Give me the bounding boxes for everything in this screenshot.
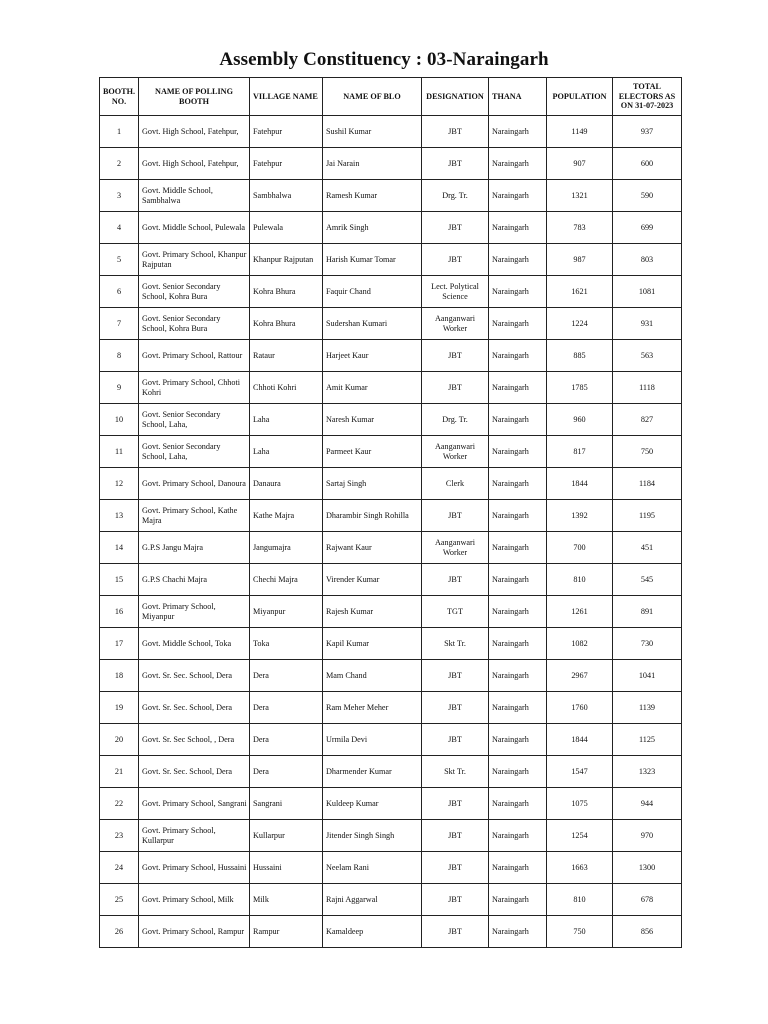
village-name-cell: Chhoti Kohri (250, 372, 323, 404)
thana-cell: Naraingarh (489, 276, 547, 308)
total-electors-cell: 451 (613, 532, 682, 564)
designation-cell: TGT (422, 596, 489, 628)
population-cell: 960 (547, 404, 613, 436)
thana-cell: Naraingarh (489, 820, 547, 852)
total-electors-cell: 1139 (613, 692, 682, 724)
designation-cell: Aanganwari Worker (422, 436, 489, 468)
blo-name-cell: Urmila Devi (323, 724, 422, 756)
village-name-cell: Jangumajra (250, 532, 323, 564)
village-name-cell: Kohra Bhura (250, 308, 323, 340)
designation-cell: Drg. Tr. (422, 180, 489, 212)
table-row (100, 692, 682, 724)
table-row (100, 116, 682, 148)
thana-cell: Naraingarh (489, 564, 547, 596)
village-name-cell: Rampur (250, 916, 323, 948)
booth-number-cell: 5 (100, 244, 139, 276)
blo-name-cell: Kuldeep Kumar (323, 788, 422, 820)
designation-cell: JBT (422, 564, 489, 596)
thana-cell: Naraingarh (489, 308, 547, 340)
table-row (100, 628, 682, 660)
village-name-cell: Kohra Bhura (250, 276, 323, 308)
population-cell: 700 (547, 532, 613, 564)
population-cell: 783 (547, 212, 613, 244)
table-row (100, 916, 682, 948)
booth-number-cell: 25 (100, 884, 139, 916)
header-booth-no: BOOTH. NO. (100, 78, 139, 116)
thana-cell: Naraingarh (489, 692, 547, 724)
polling-booth-cell: Govt. Primary School, Khanpur Rajputan (139, 244, 250, 276)
village-name-cell: Sambhalwa (250, 180, 323, 212)
total-electors-cell: 1300 (613, 852, 682, 884)
table-row (100, 788, 682, 820)
booth-number-cell: 26 (100, 916, 139, 948)
total-electors-cell: 1184 (613, 468, 682, 500)
total-electors-cell: 1125 (613, 724, 682, 756)
booth-number-cell: 21 (100, 756, 139, 788)
total-electors-cell: 856 (613, 916, 682, 948)
table-row (100, 500, 682, 532)
designation-cell: JBT (422, 148, 489, 180)
designation-cell: JBT (422, 852, 489, 884)
thana-cell: Naraingarh (489, 244, 547, 276)
thana-cell: Naraingarh (489, 500, 547, 532)
booth-number-cell: 13 (100, 500, 139, 532)
table-row (100, 852, 682, 884)
population-cell: 1321 (547, 180, 613, 212)
thana-cell: Naraingarh (489, 756, 547, 788)
thana-cell: Naraingarh (489, 148, 547, 180)
thana-cell: Naraingarh (489, 372, 547, 404)
polling-booth-cell: Govt. Primary School, Rampur (139, 916, 250, 948)
header-designation: DESIGNATION (422, 78, 489, 116)
polling-booth-cell: Govt. Primary School, Miyanpur (139, 596, 250, 628)
population-cell: 1224 (547, 308, 613, 340)
village-name-cell: Chechi Majra (250, 564, 323, 596)
population-cell: 1621 (547, 276, 613, 308)
polling-booth-cell: Govt. Primary School, Danoura (139, 468, 250, 500)
village-name-cell: Laha (250, 436, 323, 468)
designation-cell: JBT (422, 244, 489, 276)
designation-cell: Aanganwari Worker (422, 308, 489, 340)
booth-number-cell: 17 (100, 628, 139, 660)
thana-cell: Naraingarh (489, 628, 547, 660)
thana-cell: Naraingarh (489, 724, 547, 756)
population-cell: 1663 (547, 852, 613, 884)
blo-name-cell: Kapil Kumar (323, 628, 422, 660)
polling-booth-cell: Govt. Senior Secondary School, Laha, (139, 436, 250, 468)
polling-booth-cell: G.P.S Jangu Majra (139, 532, 250, 564)
booth-number-cell: 11 (100, 436, 139, 468)
total-electors-cell: 730 (613, 628, 682, 660)
booth-number-cell: 23 (100, 820, 139, 852)
polling-booth-cell: Govt. Primary School, Chhoti Kohri (139, 372, 250, 404)
booth-number-cell: 18 (100, 660, 139, 692)
village-name-cell: Hussaini (250, 852, 323, 884)
booth-number-cell: 1 (100, 116, 139, 148)
blo-name-cell: Sushil Kumar (323, 116, 422, 148)
population-cell: 907 (547, 148, 613, 180)
table-row (100, 756, 682, 788)
designation-cell: Skt Tr. (422, 628, 489, 660)
polling-booth-cell: Govt. Sr. Sec. School, Dera (139, 692, 250, 724)
designation-cell: JBT (422, 692, 489, 724)
thana-cell: Naraingarh (489, 116, 547, 148)
table-row (100, 244, 682, 276)
thana-cell: Naraingarh (489, 788, 547, 820)
blo-name-cell: Neelam Rani (323, 852, 422, 884)
village-name-cell: Miyanpur (250, 596, 323, 628)
polling-booth-table (99, 77, 682, 948)
total-electors-cell: 1323 (613, 756, 682, 788)
polling-booth-cell: Govt. Primary School, Hussaini (139, 852, 250, 884)
population-cell: 1844 (547, 724, 613, 756)
designation-cell: JBT (422, 340, 489, 372)
blo-name-cell: Naresh Kumar (323, 404, 422, 436)
table-row (100, 340, 682, 372)
blo-name-cell: Harjeet Kaur (323, 340, 422, 372)
blo-name-cell: Amrik Singh (323, 212, 422, 244)
header-blo-name: NAME OF BLO (323, 78, 422, 116)
polling-booth-cell: Govt. Primary School, Sangrani (139, 788, 250, 820)
thana-cell: Naraingarh (489, 180, 547, 212)
booth-number-cell: 3 (100, 180, 139, 212)
polling-booth-cell: Govt. Sr. Sec. School, Dera (139, 756, 250, 788)
designation-cell: JBT (422, 884, 489, 916)
population-cell: 817 (547, 436, 613, 468)
population-cell: 810 (547, 564, 613, 596)
village-name-cell: Khanpur Rajputan (250, 244, 323, 276)
polling-booth-cell: Govt. Primary School, Milk (139, 884, 250, 916)
blo-name-cell: Rajni Aggarwal (323, 884, 422, 916)
table-row (100, 468, 682, 500)
population-cell: 987 (547, 244, 613, 276)
blo-name-cell: Jitender Singh Singh (323, 820, 422, 852)
table-row (100, 596, 682, 628)
thana-cell: Naraingarh (489, 596, 547, 628)
total-electors-cell: 827 (613, 404, 682, 436)
total-electors-cell: 1081 (613, 276, 682, 308)
total-electors-cell: 937 (613, 116, 682, 148)
booth-number-cell: 20 (100, 724, 139, 756)
blo-name-cell: Sudershan Kumari (323, 308, 422, 340)
total-electors-cell: 970 (613, 820, 682, 852)
table-row (100, 724, 682, 756)
population-cell: 750 (547, 916, 613, 948)
population-cell: 2967 (547, 660, 613, 692)
thana-cell: Naraingarh (489, 884, 547, 916)
table-row (100, 308, 682, 340)
polling-booth-cell: G.P.S Chachi Majra (139, 564, 250, 596)
population-cell: 1075 (547, 788, 613, 820)
village-name-cell: Rataur (250, 340, 323, 372)
table-row (100, 532, 682, 564)
designation-cell: Drg. Tr. (422, 404, 489, 436)
header-total-electors: TOTAL ELECTORS AS ON 31-07-2023 (613, 78, 682, 116)
polling-booth-cell: Govt. High School, Fatehpur, (139, 148, 250, 180)
polling-booth-cell: Govt. Middle School, Sambhalwa (139, 180, 250, 212)
table-row (100, 564, 682, 596)
blo-name-cell: Kamaldeep (323, 916, 422, 948)
thana-cell: Naraingarh (489, 212, 547, 244)
village-name-cell: Fatehpur (250, 116, 323, 148)
booth-number-cell: 22 (100, 788, 139, 820)
designation-cell: JBT (422, 660, 489, 692)
table-row (100, 820, 682, 852)
blo-name-cell: Virender Kumar (323, 564, 422, 596)
total-electors-cell: 590 (613, 180, 682, 212)
page-title: Assembly Constituency : 03-Naraingarh (219, 49, 549, 70)
designation-cell: Skt Tr. (422, 756, 489, 788)
total-electors-cell: 699 (613, 212, 682, 244)
total-electors-cell: 1041 (613, 660, 682, 692)
total-electors-cell: 931 (613, 308, 682, 340)
population-cell: 1392 (547, 500, 613, 532)
blo-name-cell: Dharambir Singh Rohilla (323, 500, 422, 532)
population-cell: 810 (547, 884, 613, 916)
thana-cell: Naraingarh (489, 660, 547, 692)
total-electors-cell: 803 (613, 244, 682, 276)
blo-name-cell: Harish Kumar Tomar (323, 244, 422, 276)
table-row (100, 436, 682, 468)
thana-cell: Naraingarh (489, 404, 547, 436)
blo-name-cell: Sartaj Singh (323, 468, 422, 500)
village-name-cell: Dera (250, 724, 323, 756)
table-row (100, 212, 682, 244)
booth-number-cell: 12 (100, 468, 139, 500)
polling-booth-cell: Govt. Sr. Sec. School, Dera (139, 660, 250, 692)
blo-name-cell: Amit Kumar (323, 372, 422, 404)
designation-cell: JBT (422, 724, 489, 756)
booth-number-cell: 24 (100, 852, 139, 884)
population-cell: 1760 (547, 692, 613, 724)
header-polling-booth: NAME OF POLLING BOOTH (139, 78, 250, 116)
total-electors-cell: 545 (613, 564, 682, 596)
booth-number-cell: 15 (100, 564, 139, 596)
booth-number-cell: 16 (100, 596, 139, 628)
table-body (100, 116, 682, 948)
booth-number-cell: 4 (100, 212, 139, 244)
village-name-cell: Dera (250, 692, 323, 724)
village-name-cell: Toka (250, 628, 323, 660)
polling-booth-cell: Govt. High School, Fatehpur, (139, 116, 250, 148)
population-cell: 1785 (547, 372, 613, 404)
village-name-cell: Sangrani (250, 788, 323, 820)
table-row (100, 404, 682, 436)
total-electors-cell: 678 (613, 884, 682, 916)
population-cell: 1261 (547, 596, 613, 628)
village-name-cell: Fatehpur (250, 148, 323, 180)
designation-cell: JBT (422, 916, 489, 948)
blo-name-cell: Ram Meher Meher (323, 692, 422, 724)
booth-number-cell: 10 (100, 404, 139, 436)
designation-cell: JBT (422, 212, 489, 244)
designation-cell: JBT (422, 116, 489, 148)
blo-name-cell: Mam Chand (323, 660, 422, 692)
thana-cell: Naraingarh (489, 468, 547, 500)
total-electors-cell: 750 (613, 436, 682, 468)
population-cell: 1254 (547, 820, 613, 852)
village-name-cell: Kullarpur (250, 820, 323, 852)
designation-cell: Clerk (422, 468, 489, 500)
polling-booth-cell: Govt. Middle School, Toka (139, 628, 250, 660)
polling-booth-cell: Govt. Middle School, Pulewala (139, 212, 250, 244)
header-thana: THANA (489, 78, 547, 116)
booth-number-cell: 7 (100, 308, 139, 340)
designation-cell: JBT (422, 820, 489, 852)
population-cell: 885 (547, 340, 613, 372)
village-name-cell: Danaura (250, 468, 323, 500)
total-electors-cell: 600 (613, 148, 682, 180)
polling-booth-cell: Govt. Senior Secondary School, Kohra Bura (139, 276, 250, 308)
population-cell: 1844 (547, 468, 613, 500)
designation-cell: JBT (422, 372, 489, 404)
booth-number-cell: 14 (100, 532, 139, 564)
blo-name-cell: Jai Narain (323, 148, 422, 180)
table-header-row (100, 78, 682, 116)
blo-name-cell: Parmeet Kaur (323, 436, 422, 468)
blo-name-cell: Dharmender Kumar (323, 756, 422, 788)
thana-cell: Naraingarh (489, 532, 547, 564)
polling-booth-cell: Govt. Primary School, Kathe Majra (139, 500, 250, 532)
table-row (100, 180, 682, 212)
population-cell: 1082 (547, 628, 613, 660)
village-name-cell: Kathe Majra (250, 500, 323, 532)
total-electors-cell: 1195 (613, 500, 682, 532)
polling-booth-cell: Govt. Senior Secondary School, Kohra Bura (139, 308, 250, 340)
village-name-cell: Milk (250, 884, 323, 916)
total-electors-cell: 563 (613, 340, 682, 372)
polling-booth-cell: Govt. Senior Secondary School, Laha, (139, 404, 250, 436)
table-row (100, 372, 682, 404)
booth-number-cell: 2 (100, 148, 139, 180)
booth-number-cell: 9 (100, 372, 139, 404)
village-name-cell: Dera (250, 756, 323, 788)
population-cell: 1547 (547, 756, 613, 788)
blo-name-cell: Faquir Chand (323, 276, 422, 308)
polling-booth-cell: Govt. Primary School, Kullarpur (139, 820, 250, 852)
booth-number-cell: 6 (100, 276, 139, 308)
designation-cell: Aanganwari Worker (422, 532, 489, 564)
header-village-name: VILLAGE NAME (250, 78, 323, 116)
table-row (100, 276, 682, 308)
total-electors-cell: 1118 (613, 372, 682, 404)
designation-cell: JBT (422, 788, 489, 820)
polling-booth-cell: Govt. Primary School, Rattour (139, 340, 250, 372)
designation-cell: JBT (422, 500, 489, 532)
village-name-cell: Dera (250, 660, 323, 692)
booth-number-cell: 19 (100, 692, 139, 724)
booth-number-cell: 8 (100, 340, 139, 372)
table-row (100, 884, 682, 916)
thana-cell: Naraingarh (489, 436, 547, 468)
thana-cell: Naraingarh (489, 916, 547, 948)
thana-cell: Naraingarh (489, 340, 547, 372)
blo-name-cell: Rajwant Kaur (323, 532, 422, 564)
table-row (100, 148, 682, 180)
blo-name-cell: Rajesh Kumar (323, 596, 422, 628)
thana-cell: Naraingarh (489, 852, 547, 884)
polling-booth-cell: Govt. Sr. Sec School, , Dera (139, 724, 250, 756)
village-name-cell: Laha (250, 404, 323, 436)
total-electors-cell: 944 (613, 788, 682, 820)
blo-name-cell: Ramesh Kumar (323, 180, 422, 212)
total-electors-cell: 891 (613, 596, 682, 628)
designation-cell: Lect. Polytical Science (422, 276, 489, 308)
village-name-cell: Pulewala (250, 212, 323, 244)
header-population: POPULATION (547, 78, 613, 116)
table-row (100, 660, 682, 692)
population-cell: 1149 (547, 116, 613, 148)
